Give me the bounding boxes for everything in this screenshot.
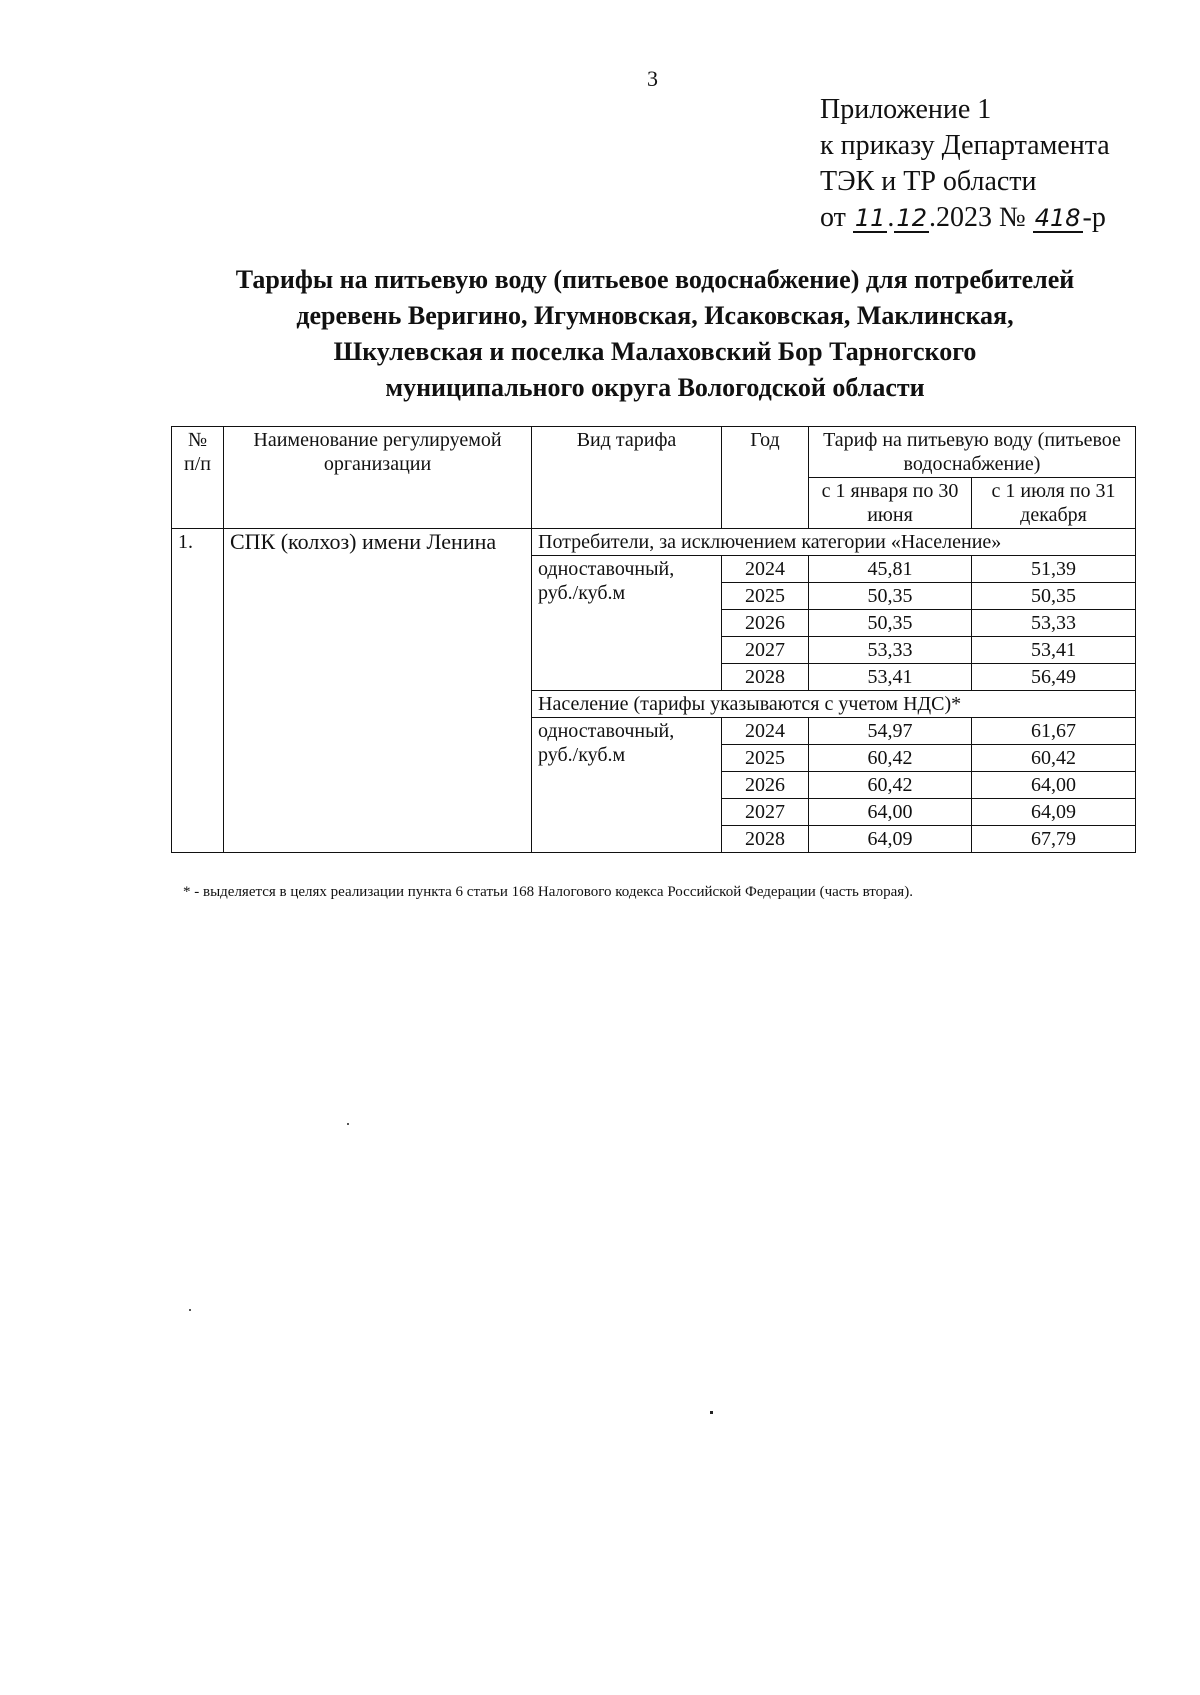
tariff-first-half: 45,81 — [809, 556, 972, 583]
title-line-2: деревень Веригино, Игумновская, Исаковская, Маклинская, — [296, 301, 1014, 330]
tariff-first-half: 53,41 — [809, 664, 972, 691]
tariff-second-half: 53,41 — [972, 637, 1136, 664]
tariff-second-half: 51,39 — [972, 556, 1136, 583]
year-cell: 2024 — [722, 718, 809, 745]
scan-speck — [347, 1123, 349, 1125]
number-suffix: -р — [1082, 202, 1106, 233]
appendix-block — [820, 92, 1110, 236]
tariff-table — [171, 426, 1136, 853]
group-title: Население (тарифы указываются с учетом НДС)* — [532, 691, 1136, 718]
tariff-first-half: 50,35 — [809, 583, 972, 610]
tariff-second-half: 64,09 — [972, 799, 1136, 826]
tariff-second-half: 50,35 — [972, 583, 1136, 610]
row-number: 1. — [172, 529, 224, 853]
tariff-first-half: 53,33 — [809, 637, 972, 664]
group-1-title-row — [172, 529, 1136, 556]
year-cell: 2027 — [722, 799, 809, 826]
date-prefix: от — [820, 202, 853, 233]
year-cell: 2024 — [722, 556, 809, 583]
header-year: Год — [722, 427, 809, 529]
tariff-second-half: 61,67 — [972, 718, 1136, 745]
appendix-line-2: к приказу Департамента — [820, 130, 1110, 161]
header-first-half: с 1 января по 30 июня — [809, 478, 972, 529]
organization-name: СПК (колхоз) имени Ленина — [224, 529, 532, 853]
tariff-first-half: 64,00 — [809, 799, 972, 826]
appendix-date-line — [820, 200, 1110, 236]
year-cell: 2026 — [722, 610, 809, 637]
year-cell: 2027 — [722, 637, 809, 664]
tariff-first-half: 64,09 — [809, 826, 972, 853]
group-title: Потребители, за исключением категории «Население» — [532, 529, 1136, 556]
title-line-1: Тарифы на питьевую воду (питьевое водоснабжение) для потребителей — [235, 265, 1075, 294]
appendix-line-3: ТЭК и ТР области — [820, 166, 1037, 197]
tariff-first-half: 60,42 — [809, 772, 972, 799]
tariff-first-half: 54,97 — [809, 718, 972, 745]
header-type: Вид тарифа — [532, 427, 722, 529]
handwritten-month: 12 — [896, 204, 927, 232]
header-num: № п/п — [172, 427, 224, 529]
tariff-second-half: 60,42 — [972, 745, 1136, 772]
year-cell: 2028 — [722, 826, 809, 853]
year-cell: 2025 — [722, 583, 809, 610]
header-org: Наименование регулируемой организации — [224, 427, 532, 529]
year-cell: 2025 — [722, 745, 809, 772]
tariff-type: одноставочный, руб./куб.м — [532, 718, 722, 853]
tariff-type: одноставочный, руб./куб.м — [532, 556, 722, 691]
handwritten-order-number: 418 — [1034, 204, 1081, 232]
scan-speck — [710, 1411, 713, 1414]
tariff-second-half: 64,00 — [972, 772, 1136, 799]
tariff-second-half: 56,49 — [972, 664, 1136, 691]
header-row-1 — [172, 427, 1136, 478]
page-number: 3 — [647, 66, 658, 91]
year-suffix: .2023 № — [928, 202, 1033, 233]
title-line-4: муниципального округа Вологодской области — [385, 373, 925, 402]
tariff-first-half: 60,42 — [809, 745, 972, 772]
document-title — [160, 262, 1150, 406]
footnote: * - выделяется в целях реализации пункта 6 статьи 168 Налогового кодекса Российской Федерации (часть вторая). — [183, 884, 913, 900]
header-tariff: Тариф на питьевую воду (питьевое водоснабжение) — [809, 427, 1136, 478]
scan-speck — [189, 1309, 191, 1311]
tariff-first-half: 50,35 — [809, 610, 972, 637]
handwritten-day: 11 — [854, 204, 886, 232]
tariff-second-half: 53,33 — [972, 610, 1136, 637]
title-line-3: Шкулевская и поселка Малаховский Бор Тарногского — [333, 337, 977, 366]
year-cell: 2026 — [722, 772, 809, 799]
date-dot: . — [887, 202, 895, 233]
appendix-line-1: Приложение 1 — [820, 94, 992, 125]
header-second-half: с 1 июля по 31 декабря — [972, 478, 1136, 529]
year-cell: 2028 — [722, 664, 809, 691]
tariff-second-half: 67,79 — [972, 826, 1136, 853]
